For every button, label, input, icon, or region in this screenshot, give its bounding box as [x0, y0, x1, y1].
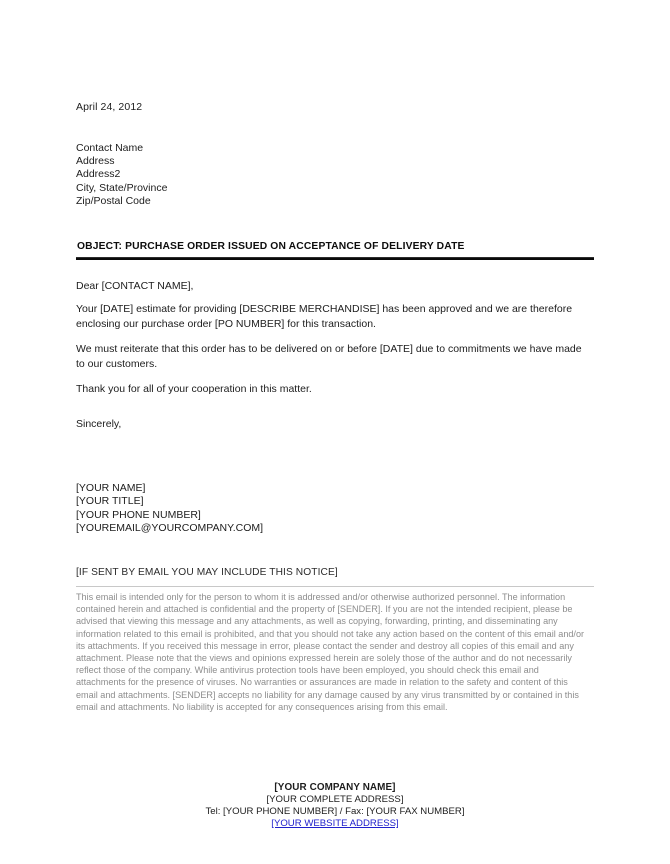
signature-line-name: [YOUR NAME]	[76, 482, 146, 494]
body-paragraph-2: We must reiterate that this order has to be delivered on or before [DATE] due to commitments we have made to our customers.	[76, 343, 582, 370]
object-heading: OBJECT: PURCHASE ORDER ISSUED ON ACCEPTANCE OF DELIVERY DATE	[77, 241, 465, 252]
salutation: Dear [CONTACT NAME],	[76, 280, 194, 292]
recipient-line-contact-name: Contact Name	[76, 142, 144, 154]
footer-company-name: [YOUR COMPANY NAME]	[274, 782, 396, 793]
recipient-line-address: Address	[76, 155, 115, 168]
signature-block	[76, 482, 263, 536]
body-paragraph-3: Thank you for all of your cooperation in this matter.	[76, 383, 312, 396]
recipient-address-block	[76, 142, 167, 208]
email-notice-heading: [IF SENT BY EMAIL YOU MAY INCLUDE THIS NOTICE]	[76, 567, 338, 578]
body-paragraph-1: Your [DATE] estimate for providing [DESCRIBE MERCHANDISE] has been approved and we are therefore enclosing our purchase order [PO NUMBER] for this transaction.	[76, 303, 573, 330]
footer-contact-line: Tel: [YOUR PHONE NUMBER] / Fax: [YOUR FAX NUMBER]	[205, 806, 465, 818]
letter-date: April 24, 2012	[76, 101, 143, 113]
recipient-line-address2: Address2	[76, 168, 121, 181]
object-heading-divider	[76, 257, 594, 260]
email-notice-divider	[76, 586, 594, 587]
footer-website-link[interactable]	[76, 818, 594, 830]
website-link-text[interactable]: [YOUR WEBSITE ADDRESS]	[271, 818, 399, 830]
signature-line-phone: [YOUR PHONE NUMBER]	[76, 508, 201, 521]
closing-salutation: Sincerely,	[76, 418, 122, 430]
recipient-line-city-state: City, State/Province	[76, 181, 168, 194]
recipient-line-postal-code: Zip/Postal Code	[76, 194, 151, 207]
page-footer	[76, 782, 594, 830]
email-disclaimer-text: This email is intended only for the person to whom it is addressed and/or otherwise authorized personnel. The information contained herein and attached is confidential and the property of [SENDER]. If you are not the intended recipient, please be advised that viewing this message and any attachments, as well as copying, forwarding, printing, and disseminating any information related to this email is prohibited, and that you should not take any action based on the content of this email and/or its attachments. If you received this message in error, please contact the sender and destroy all copies of this email and any attachment. Please note that the views and opinions expressed herein are solely those of the author and do not necessarily reflect those of the company. While antivirus protection tools have been employed, you should check this email and attachments for the presence of viruses. No warranties or assurances are made in relation to the safety and content of this email and attachments. [SENDER] accepts no liability for any damage caused by any virus transmitted by or contained in this email and attachments. No liability is accepted for any consequences arising from this email.	[76, 592, 585, 712]
signature-line-title: [YOUR TITLE]	[76, 495, 144, 508]
letter-body	[76, 302, 584, 397]
footer-address: [YOUR COMPLETE ADDRESS]	[266, 794, 404, 806]
signature-line-email: [YOUREMAIL@YOURCOMPANY.COM]	[76, 522, 264, 535]
